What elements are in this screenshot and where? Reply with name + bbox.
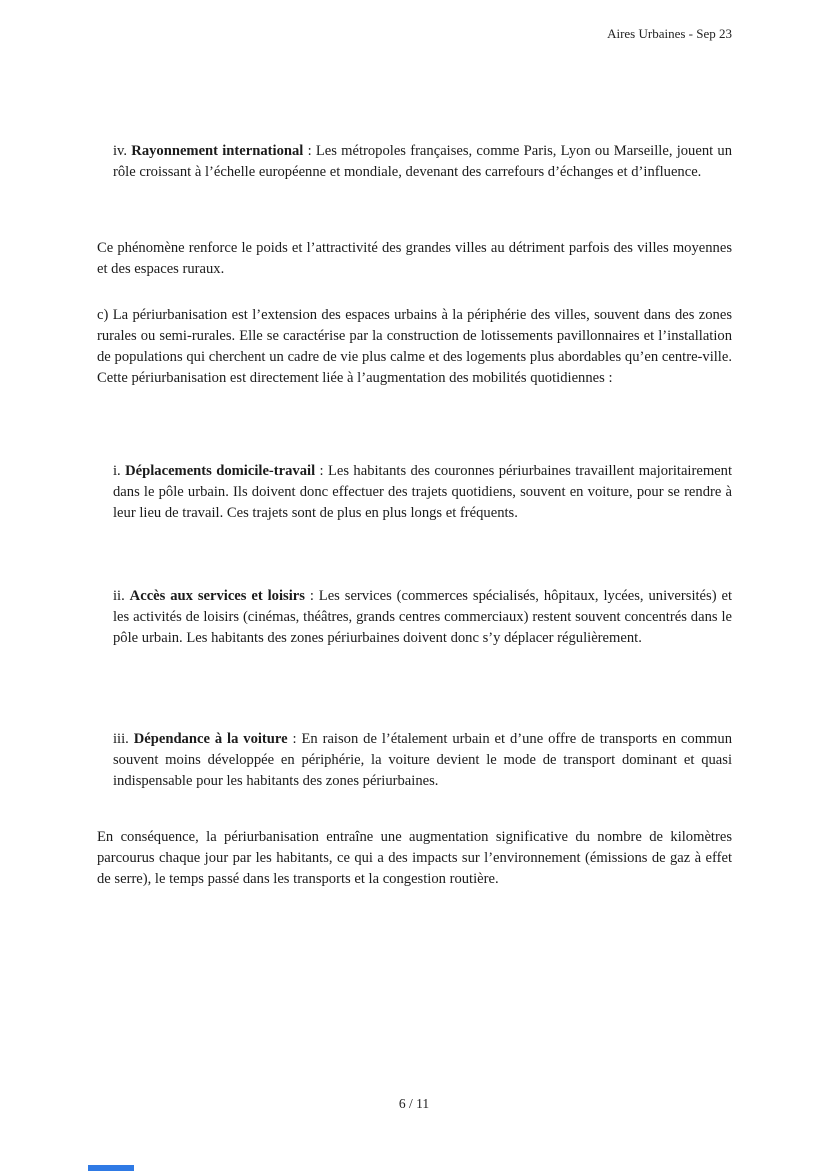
item-body: : En raison de l’étalement urbain et d’une offre de transports en commun souvent moins développée en périphérie, la voiture devient le mode de transport dominant et quasi indispensable pour les habitants des zones périurbaines. [113,731,732,789]
page-header-date: Aires Urbaines - Sep 23 [607,26,732,41]
list-item-iii [113,729,732,792]
item-body: : Les services (commerces spécialisés, hôpitaux, lycées, universités) et les activités de loisirs (cinémas, théâtres, grands centres commerciaux) restent souvent concentrés dans le pôle urbain. Les habitants des zones périurbaines doivent donc s’y déplacer régulièrement. [113,588,733,646]
item-label: Rayonnement international [131,143,304,159]
item-marker: i. [113,463,126,479]
item-label: Dépendance à la voiture [133,731,288,747]
item-label: Déplacements domicile-travail [125,463,316,479]
item-body: : Les habitants des couronnes périurbaines travaillent majoritairement dans le pôle urbain. Ils doivent donc effectuer des trajets quotidiens, souvent en voiture, pour se rendre à leur lieu de travail. Ces trajets sont de plus en plus longs et fréquents. [113,463,733,521]
list-item-i [113,461,732,524]
paragraph-phenomene: Ce phénomène renforce le poids et l’attractivité des grandes villes au détriment parfois des villes moyennes et des espaces ruraux. [97,240,732,277]
item-body: : Les métropoles françaises, comme Paris, Lyon ou Marseille, jouent un rôle croissant à l’échelle européenne et mondiale, devenant des carrefours d’échanges et d’influence. [113,143,732,180]
bottom-blue-bar [88,1165,134,1171]
item-marker: ii. [113,588,130,604]
list-item-ii [113,586,732,649]
paragraph-periurbanisation: c) La périurbanisation est l’extension des espaces urbains à la périphérie des villes, souvent dans des zones rurales ou semi-rurales. Elle se caractérise par la construction de lotissements pavillonnaires et l’installation de populations qui cherchent un cadre de vie plus calme et des logements plus abordables qu’en centre-ville. Cette périurbanisation est directement liée à l’augmentation des mobilités quotidiennes : [97,307,732,386]
item-label: Accès aux services et loisirs [129,588,305,604]
list-item-iv [113,141,732,183]
paragraph-consequence: En conséquence, la périurbanisation entraîne une augmentation significative du nombre de kilomètres parcourus chaque jour par les habitants, ce qui a des impacts sur l’environnement (émissions de gaz à effet de serre), le temps passé dans les transports et la congestion routière. [97,829,732,887]
item-marker: iii. [113,731,134,747]
page-number: 6 / 11 [398,1096,430,1111]
item-marker: iv. [113,143,132,159]
